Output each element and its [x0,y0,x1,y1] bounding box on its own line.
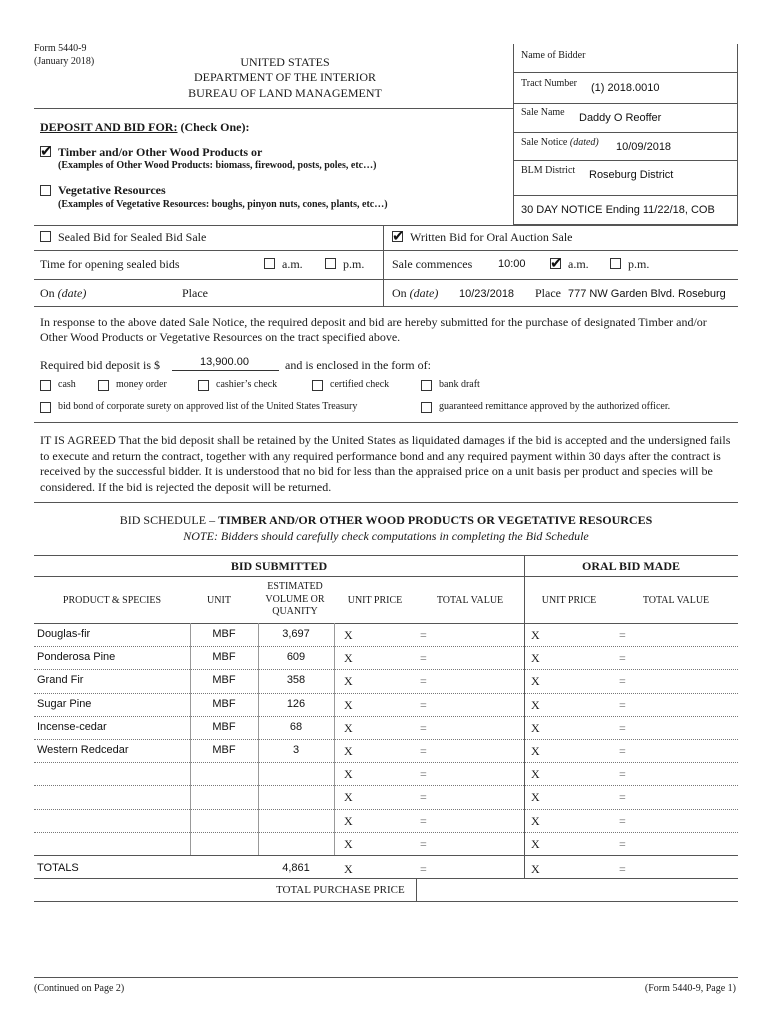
row-divider [34,832,738,833]
opening-pm-label: p.m. [343,257,365,271]
blm-district-label: BLM District [521,165,576,176]
row-oral-total-value-eq: = [619,720,626,735]
sale-name-label: Sale Name [521,107,565,118]
bid-submitted-header: BID SUBMITTED [230,559,328,573]
cash-checkbox[interactable] [40,380,51,391]
row-oral-unit-price-x: X [531,836,540,851]
row-divider [34,669,738,670]
row-total-value-eq: = [420,790,427,805]
written-bid-checkbox[interactable] [392,231,403,242]
sale-notice-dated: (dated) [569,137,599,148]
row-divider [34,739,738,740]
row-unit: MBF [212,628,236,640]
col-unit-price-header: UNIT PRICE [347,595,403,606]
right-on-date-label: On (date) [392,286,439,300]
left-on-date-label: On (date) [40,286,87,300]
vegetative-label: Vegetative Resources [58,183,166,197]
row-oral-unit-price-x: X [531,767,540,782]
row-oral-unit-price-x: X [531,813,540,828]
sale-name-value[interactable]: Daddy O Reoffer [579,112,662,124]
certified-check-label: certified check [330,379,390,390]
row-unit-price-x: X [344,744,353,758]
row-oral-unit-price-x: X [531,697,540,712]
bidder-name-label: Name of Bidder [521,50,586,61]
deposit-heading: DEPOSIT AND BID FOR: (Check One): [40,120,250,134]
blm-district-value[interactable]: Roseburg District [589,169,674,181]
row-volume: 609 [286,651,306,664]
timber-label: Timber and/or Other Wood Products or [58,145,263,159]
thirty-day-notice: 30 DAY NOTICE Ending 11/22/18, COB [521,204,715,216]
row-oral-total-value-eq: = [619,697,626,712]
commence-am-checkbox[interactable] [550,258,561,269]
row-total-value-eq: = [420,767,427,782]
vegetative-checkbox[interactable] [40,185,51,196]
row-total-value-eq: = [420,628,427,642]
totals-label: TOTALS [37,862,79,874]
footer-page: (Form 5440-9, Page 1) [644,983,736,994]
row-volume: 126 [286,697,306,710]
row-unit: MBF [212,744,236,756]
row-unit-price-x: X [344,628,353,642]
row-divider [34,646,738,647]
guaranteed-remittance-label: guaranteed remittance approved by the authorized officer. [439,401,671,412]
opening-am-label: a.m. [282,257,303,271]
cashiers-check-checkbox[interactable] [198,380,209,391]
totals-oral-eq: = [619,862,626,876]
row-total-value-eq: = [420,697,427,712]
row-species: Sugar Pine [37,697,92,710]
row-oral-unit-price-x: X [531,790,540,805]
required-deposit-value[interactable]: 13,900.00 [200,356,249,368]
opening-pm-checkbox[interactable] [325,258,336,269]
row-volume: 3,697 [282,628,310,640]
written-bid-label: Written Bid for Oral Auction Sale [410,230,573,244]
bid-bond-checkbox[interactable] [40,402,51,413]
row-oral-total-value-eq: = [619,813,626,828]
time-opening-label: Time for opening sealed bids [40,257,180,271]
agency-line2: DEPARTMENT OF THE INTERIOR [193,70,377,84]
timber-checkbox[interactable] [40,146,51,157]
row-oral-total-value-eq: = [619,651,626,666]
row-species: Incense-cedar [37,720,107,733]
row-oral-unit-price-x: X [531,744,540,758]
tract-number-label: Tract Number [521,78,578,89]
row-unit-price-x: X [344,836,353,851]
col-product-header: PRODUCT & SPECIES [62,595,162,606]
row-oral-total-value-eq: = [619,767,626,782]
row-volume: 68 [289,720,303,733]
row-divider [34,693,738,694]
col-unit-header: UNIT [207,595,231,606]
row-oral-total-value-eq: = [619,744,626,758]
row-oral-total-value-eq: = [619,790,626,805]
row-unit: MBF [212,651,236,664]
sale-notice-value[interactable]: 10/09/2018 [616,141,672,153]
row-volume: 358 [286,674,306,687]
agency-line1: UNITED STATES [240,55,330,69]
commence-am-label: a.m. [568,257,589,271]
row-unit-price-x: X [344,790,353,805]
agreement-paragraph: IT IS AGREED That the bid deposit shall be retained by the United States as liquidated damages if the bid is accepted and the undersigned fails to execute and return the contract, together with any required performance bond and any required payment within 30 days after the contract is received by the successful bidder. It is understood that no bid for less than the appraised price on a unit basis per product and species will be considered. If the bid is rejected the deposit will be returned. [40,433,731,494]
row-oral-unit-price-x: X [531,651,540,666]
row-species: Western Redcedar [37,744,129,756]
row-oral-total-value-eq: = [619,674,626,689]
required-deposit-suffix: and is enclosed in the form of: [285,358,431,372]
total-purchase-price-label: TOTAL PURCHASE PRICE [276,884,405,896]
row-unit: MBF [212,674,236,687]
tract-number-value[interactable]: (1) 2018.0010 [591,82,660,94]
money-order-label: money order [116,379,167,390]
sealed-bid-label: Sealed Bid for Sealed Bid Sale [58,230,207,244]
row-divider [34,762,738,763]
bank-draft-label: bank draft [439,379,480,390]
row-volume: 3 [292,744,300,756]
totals-unit-price-x: X [344,862,353,876]
response-paragraph: In response to the above dated Sale Notice, the required deposit and bid are hereby submitted for the purchase of designated Timber and/or Other Wood Products or Vegetative Resources on the tract specified above. [40,315,707,344]
row-unit: MBF [212,697,236,710]
cashiers-check-label: cashier’s check [216,379,278,390]
col-oral-total-value-header: TOTAL VALUE [642,595,710,606]
row-unit-price-x: X [344,767,353,782]
col-oral-unit-price-header: UNIT PRICE [541,595,597,606]
row-oral-unit-price-x: X [531,628,540,642]
form-number: Form 5440-9 [34,43,87,54]
col-volume-header: ESTIMATED VOLUME OR QUANITY [265,581,325,617]
required-deposit-label: Required bid deposit is $ [40,358,160,372]
totals-oral-x: X [531,862,540,876]
sealed-bid-checkbox[interactable] [40,231,51,242]
oral-bid-made-header: ORAL BID MADE [581,559,680,573]
row-species: Ponderosa Pine [37,651,116,664]
sale-commences-label: Sale commences [392,257,473,271]
footer-continued: (Continued on Page 2) [34,983,125,994]
certified-check-checkbox[interactable] [312,380,323,391]
right-place-value[interactable]: 777 NW Garden Blvd. Roseburg [568,288,726,300]
guaranteed-remittance-checkbox[interactable] [421,402,432,413]
opening-am-checkbox[interactable] [264,258,275,269]
money-order-checkbox[interactable] [98,380,109,391]
row-unit-price-x: X [344,697,353,712]
bid-bond-label: bid bond of corporate surety on approved list of the United States Treasury [58,401,358,412]
row-total-value-eq: = [420,651,427,666]
commence-pm-checkbox[interactable] [610,258,621,269]
schedule-title: BID SCHEDULE – TIMBER AND/OR OTHER WOOD PRODUCTS OR VEGETATIVE RESOURCES [119,513,653,527]
commence-pm-label: p.m. [628,257,650,271]
row-species: Douglas-fir [37,628,91,640]
row-unit-price-x: X [344,651,353,666]
timber-examples: (Examples of Other Wood Products: biomass, firewood, posts, poles, etc…) [58,160,377,171]
totals-volume: 4,861 [282,862,310,874]
cash-label: cash [58,379,76,390]
row-oral-unit-price-x: X [531,720,540,735]
totals-value-eq: = [420,862,427,876]
sale-notice-label: Sale Notice (dated) [521,137,599,148]
right-date-value[interactable]: 10/23/2018 [459,288,515,300]
row-unit-price-x: X [344,813,353,828]
row-unit: MBF [212,720,236,733]
row-divider [34,716,738,717]
row-total-value-eq: = [420,813,427,828]
row-total-value-eq: = [420,744,427,758]
row-oral-unit-price-x: X [531,674,540,689]
right-place-label: Place [535,286,561,300]
row-oral-total-value-eq: = [619,836,626,851]
vegetative-examples: (Examples of Vegetative Resources: boughs, pinyon nuts, cones, plants, etc…) [58,199,388,210]
row-species: Grand Fir [37,674,84,687]
left-place-label: Place [182,286,208,300]
row-unit-price-x: X [344,674,353,689]
sale-commences-value[interactable]: 10:00 [498,258,526,270]
agency-line3: BUREAU OF LAND MANAGEMENT [188,86,382,100]
row-divider [34,809,738,810]
row-total-value-eq: = [420,720,427,735]
row-divider [34,785,738,786]
bank-draft-checkbox[interactable] [421,380,432,391]
row-oral-total-value-eq: = [619,628,626,642]
col-total-value-header: TOTAL VALUE [436,595,504,606]
row-total-value-eq: = [420,836,427,851]
form-date: (January 2018) [34,56,95,67]
row-unit-price-x: X [344,720,353,735]
schedule-note: NOTE: Bidders should carefully check computations in completing the Bid Schedule [183,529,589,543]
row-total-value-eq: = [420,674,427,689]
